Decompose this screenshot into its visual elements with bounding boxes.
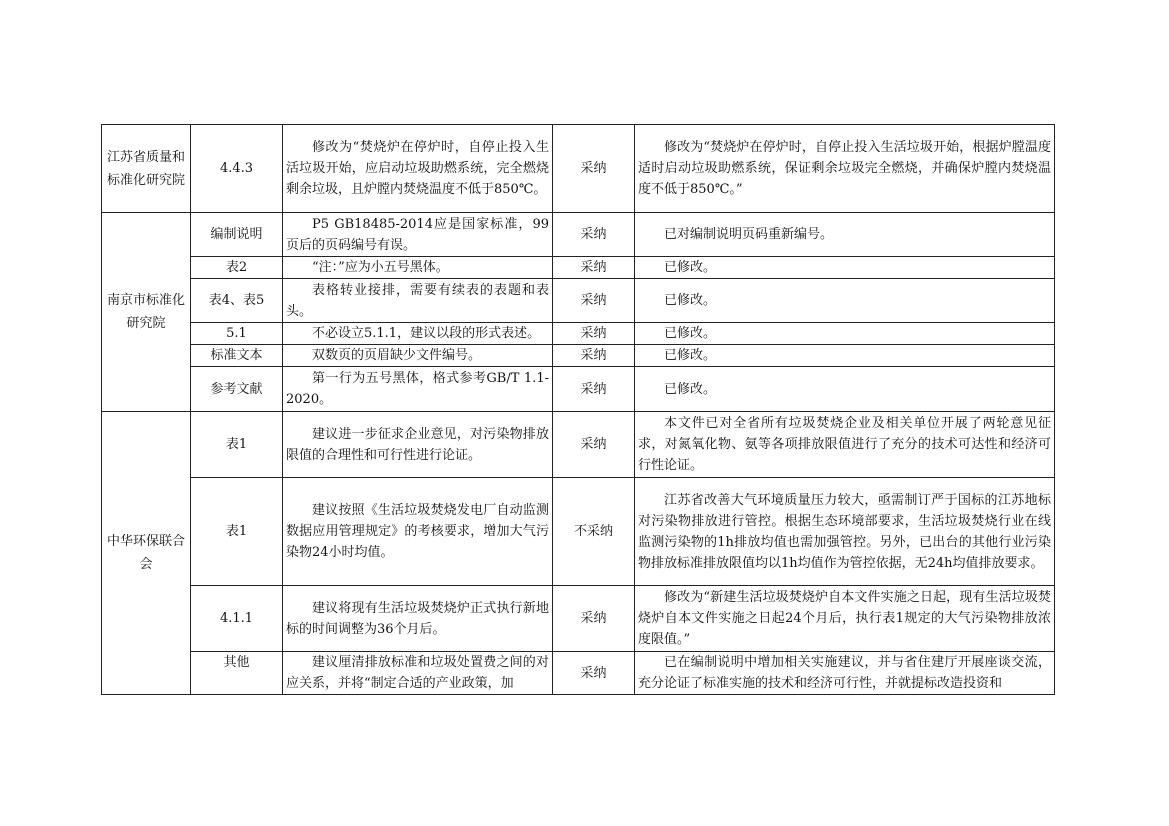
reply-cell: 江苏省改善大气环境质量压力较大，亟需制订严于国标的江苏地标对污染物排放进行管控。根据生态环境部要求，生活垃圾焚烧行业在线监测污染物的1h排放均值也需加强管控。另外，已出台的其他行业污染物排放标准排放限值均以1h均值作为管控依据，无24h均值排放要求。 — [635, 478, 1055, 586]
result-cell: 采纳 — [553, 323, 635, 345]
reply-cell: 已在编制说明中增加相关实施建议，并与省住建厅开展座谈交流，充分论证了标准实施的技术和经济可行性，并就提标改造投资和 — [635, 652, 1055, 695]
clause-cell: 其他 — [191, 652, 283, 695]
opinion-cell: “注：”应为小五号黑体。 — [283, 257, 553, 279]
opinion-cell: 表格转业接排，需要有续表的表题和表头。 — [283, 279, 553, 323]
comment-table — [101, 124, 1055, 695]
opinion-cell: 建议进一步征求企业意见，对污染物排放限值的合理性和可行性进行论证。 — [283, 412, 553, 478]
table-row — [102, 125, 1055, 213]
reply-cell: 修改为“新建生活垃圾焚烧炉自本文件实施之日起，现有生活垃圾焚烧炉自本文件实施之日起24个月后，执行表1规定的大气污染物排放浓度限值。” — [635, 586, 1055, 652]
result-cell: 采纳 — [553, 412, 635, 478]
reply-cell: 修改为“焚烧炉在停炉时，自停止投入生活垃圾开始，根据炉膛温度适时启动垃圾助燃系统，保证剩余垃圾完全燃烧，并确保炉膛内焚烧温度不低于850℃。” — [635, 125, 1055, 213]
org-cell: 中华环保联合会 — [102, 412, 191, 695]
opinion-cell: 建议将现有生活垃圾焚烧炉正式执行新地标的时间调整为36个月后。 — [283, 586, 553, 652]
reply-cell: 已修改。 — [635, 279, 1055, 323]
clause-cell: 表4、表5 — [191, 279, 283, 323]
opinion-cell: 建议按照《生活垃圾焚烧发电厂自动监测数据应用管理规定》的考核要求，增加大气污染物24小时均值。 — [283, 478, 553, 586]
result-cell: 不采纳 — [553, 478, 635, 586]
table-row — [102, 412, 1055, 478]
clause-cell: 编制说明 — [191, 213, 283, 257]
table-row — [102, 652, 1055, 695]
reply-cell: 已修改。 — [635, 257, 1055, 279]
reply-cell: 本文件已对全省所有垃圾焚烧企业及相关单位开展了两轮意见征求，对氮氧化物、氨等各项排放限值进行了充分的技术可达性和经济可行性论证。 — [635, 412, 1055, 478]
opinion-cell: 建议厘清排放标准和垃圾处置费之间的对应关系，并将“制定合适的产业政策，加 — [283, 652, 553, 695]
table-row — [102, 279, 1055, 323]
clause-cell: 表1 — [191, 478, 283, 586]
clause-cell: 标准文本 — [191, 345, 283, 367]
result-cell: 采纳 — [553, 279, 635, 323]
result-cell: 采纳 — [553, 213, 635, 257]
opinion-cell: P5 GB18485-2014应是国家标准，99页后的页码编号有误。 — [283, 213, 553, 257]
reply-cell: 已修改。 — [635, 345, 1055, 367]
opinion-cell: 双数页的页眉缺少文件编号。 — [283, 345, 553, 367]
result-cell: 采纳 — [553, 257, 635, 279]
clause-cell: 表1 — [191, 412, 283, 478]
table-row — [102, 345, 1055, 367]
clause-cell: 4.4.3 — [191, 125, 283, 213]
reply-cell: 已修改。 — [635, 367, 1055, 412]
opinion-cell: 修改为“焚烧炉在停炉时，自停止投入生活垃圾开始，应启动垃圾助燃系统，完全燃烧剩余垃圾，且炉膛内焚烧温度不低于850℃。 — [283, 125, 553, 213]
table-row — [102, 257, 1055, 279]
clause-cell: 参考文献 — [191, 367, 283, 412]
table-row — [102, 323, 1055, 345]
result-cell: 采纳 — [553, 367, 635, 412]
table-row — [102, 478, 1055, 586]
clause-cell: 4.1.1 — [191, 586, 283, 652]
table-row — [102, 367, 1055, 412]
result-cell: 采纳 — [553, 586, 635, 652]
clause-cell: 表2 — [191, 257, 283, 279]
table-row — [102, 213, 1055, 257]
org-cell: 江苏省质量和标准化研究院 — [102, 125, 191, 213]
table-row — [102, 586, 1055, 652]
result-cell: 采纳 — [553, 652, 635, 695]
reply-cell: 已修改。 — [635, 323, 1055, 345]
result-cell: 采纳 — [553, 345, 635, 367]
reply-cell: 已对编制说明页码重新编号。 — [635, 213, 1055, 257]
org-cell: 南京市标准化研究院 — [102, 213, 191, 412]
opinion-cell: 不必设立5.1.1，建议以段的形式表述。 — [283, 323, 553, 345]
opinion-cell: 第一行为五号黑体，格式参考GB/T 1.1-2020。 — [283, 367, 553, 412]
result-cell: 采纳 — [553, 125, 635, 213]
clause-cell: 5.1 — [191, 323, 283, 345]
